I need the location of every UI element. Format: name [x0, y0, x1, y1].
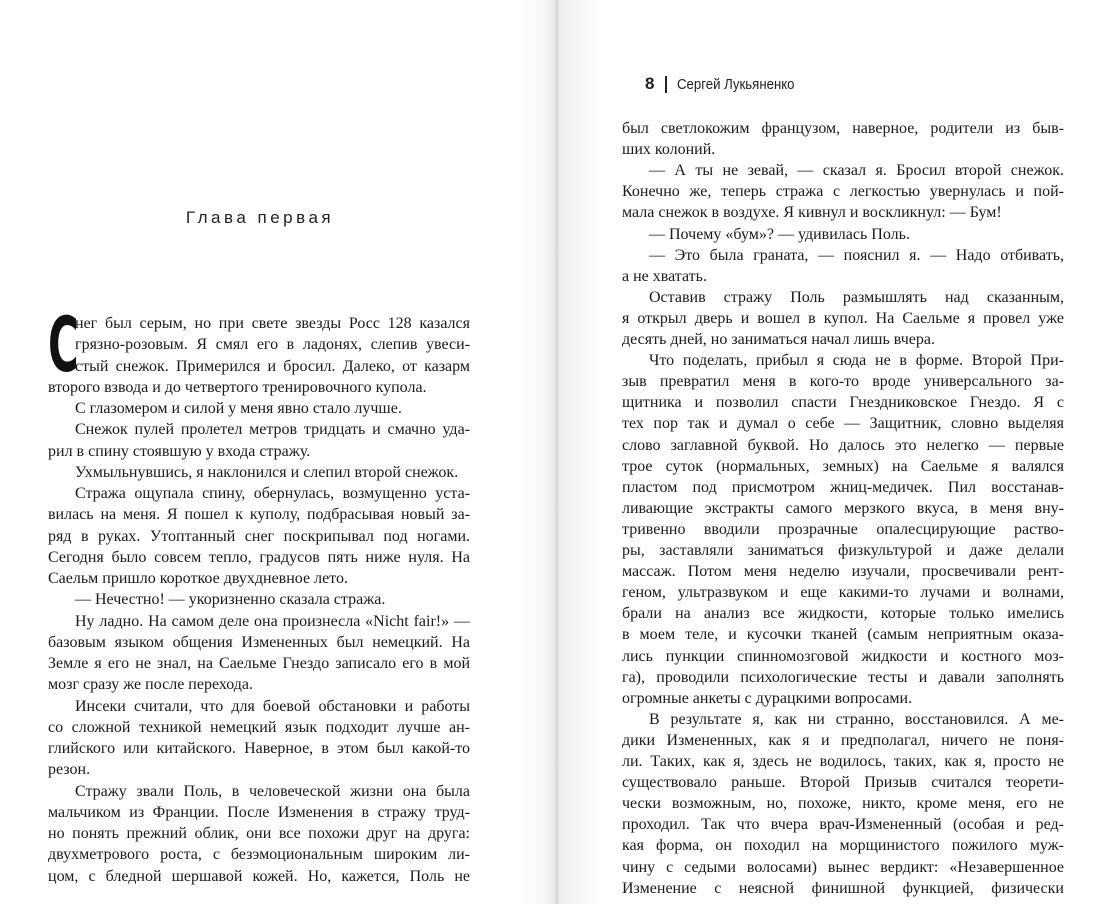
text-line: В результате я, как ни странно, восстановился. А ме-: [649, 710, 1064, 728]
left-page: [0, 0, 557, 904]
running-header: [645, 74, 811, 94]
text-line: мозг сразу же после перехода.: [48, 676, 254, 694]
text-line: массаж. Потом меня неделю изучали, просвечивали рент-: [622, 563, 1064, 581]
text-line: Стража ощупала спину, обернулась, возмущенно уста-: [75, 485, 470, 502]
header-divider: [665, 76, 667, 93]
text-line: га), проводили психологические тесты и давали заполнять: [622, 668, 1064, 686]
text-line: но понять прежний облик, они все похожи друг на друга:: [48, 825, 470, 842]
text-line: ливающие экстракты самого мерзкого вкуса, в меня вну-: [622, 499, 1064, 517]
right-page: [557, 0, 1119, 904]
text-line: Оставив стражу Поль размышлять над сказанным,: [649, 288, 1064, 306]
text-line: Что поделать, прибыл я сюда не в форме. Второй При-: [649, 352, 1064, 370]
page-number: 8: [645, 74, 655, 93]
text-line: кая форма, он походил на морщинистого пожилого муж-: [622, 837, 1064, 855]
text-line: мальчиком из Франции. После Изменения в стражу труд-: [48, 803, 470, 821]
text-line: стый снежок. Примерился и бросил. Далеко, от казарм: [75, 357, 470, 375]
header-author: Сергей Лукьяненко: [677, 75, 795, 93]
text-line: щитника и позволил спасти Гнездниковское Гнездо. Я с: [622, 394, 1064, 412]
text-line: огромные анкеты с дурацкими вопросами.: [622, 689, 913, 707]
text-line: проходил. Так что вчера врач-Измененный (особая и ред-: [622, 816, 1064, 834]
text-line: мала снежок в воздухе. Я кивнул и воскликнул: — Бум!: [622, 204, 1002, 222]
text-line: десять дней, но заниматься начал лишь вчера.: [622, 331, 935, 348]
text-line: со сложной техникой немецкий язык подходит лучше ан-: [48, 718, 470, 736]
text-line: двухметрового роста, с безэмоциональным широким ли-: [48, 846, 470, 864]
text-line: — Нечестно! — укоризненно сказала стража.: [75, 591, 386, 609]
text-line: Ну ладно. На самом деле она произнесла «Nicht fair!» —: [75, 612, 470, 630]
text-line: — Это была граната, — пояснил я. — Надо отбивать,: [649, 246, 1064, 264]
text-line: пластом под присмотром жниц-медичек. Пил восстанав-: [622, 478, 1064, 496]
text-line: Ухмыльнувшись, я наклонился и слепил второй снежок.: [75, 463, 459, 481]
text-line: Конечно же, теперь стража с легкостью увернулась и пой-: [622, 183, 1064, 201]
text-line: зыв превратил меня в кого-то вроде универсального за-: [622, 373, 1064, 391]
text-line: брали на анализ все жидкости, которые только имелись: [622, 605, 1064, 623]
text-line: Инсеки считали, что для боевой обстановки и работы: [75, 697, 470, 715]
text-line: второго взвода и до четвертого тренировочного купола.: [48, 378, 427, 396]
text-line: нег был серым, но при свете звезды Росс 128 казался: [75, 315, 470, 332]
text-line: рил в спину стоявшую у входа стражу.: [48, 442, 311, 460]
text-line: тех пор так и думал о себе — Защитник, словно выделяя: [622, 415, 1064, 433]
text-line: трое суток (нормальных, земных) на Саельме я валялся: [622, 457, 1064, 475]
text-line: чески возможным, но, похоже, никто, кроме меня, его не: [622, 795, 1064, 813]
text-line: резон.: [48, 761, 91, 779]
text-line: вилась на меня. Я пошел к куполу, подбрасывая новый за-: [48, 506, 470, 524]
drop-cap: С: [48, 300, 79, 389]
text-line: цом, с бледной шершавой кожей. Но, кажется, Поль не: [48, 867, 470, 885]
text-line: был светлокожим французом, наверное, родители из быв-: [622, 120, 1064, 137]
text-line: слово заглавной буквой. Но далось это нелегко — первые: [622, 436, 1064, 454]
text-line: геном, ультразвуком и еще какими-то лучами и волнами,: [622, 584, 1064, 602]
text-line: ли. Таких, как я, здесь не водилось, таких, как я, просто не: [622, 753, 1064, 770]
text-line: а не хватать.: [622, 267, 707, 285]
text-line: глийского или китайского. Наверное, в этом был какой-то: [48, 740, 470, 757]
text-line: чину с седыми волосами) вынес вердикт: «Незавершенное: [622, 858, 1064, 876]
text-line: грязно-розовым. Я смял его в ладонях, слепив увеси-: [75, 336, 470, 354]
text-line: ры, заставляли заниматься физкультурой и даже делали: [622, 542, 1064, 559]
text-line: Земле я его не знал, на Саельме Гнездо записало его в мой: [48, 655, 470, 672]
text-line: С глазомером и силой у меня явно стало лучше.: [75, 400, 402, 417]
text-line: в моем теле, и кусочки тканей (самым неприятным оказа-: [622, 626, 1064, 644]
text-line: ших колоний.: [622, 141, 716, 159]
text-line: базовым языком общения Измененных был немецкий. На: [48, 633, 470, 651]
text-line: Стражу звали Поль, в человеческой жизни она была: [75, 782, 470, 800]
text-line: ряд в руках. Утоптанный снег поскрипывал под ногами.: [48, 527, 470, 545]
text-line: — А ты не зевай, — сказал я. Бросил второй снежок.: [649, 162, 1064, 180]
text-line: существовало раньше. Второй Призыв считался теорети-: [622, 774, 1064, 792]
text-line: дики Измененных, как я и предполагал, ничего не поня-: [622, 731, 1064, 749]
text-line: Изменение с неясной финишной функцией, физически: [622, 879, 1064, 897]
text-line: — Почему «бум»? — удивилась Поль.: [649, 225, 910, 243]
text-line: Саельм пришло короткое двухдневное лето.: [48, 570, 348, 587]
chapter-title: Глава первая: [185, 208, 335, 227]
text-line: тривенно вводили прозрачные опалесцирующие раство-: [622, 520, 1064, 538]
text-line: лись пункции спинномозговой жидкости и костного моз-: [622, 647, 1064, 665]
text-line: Сегодня было совсем тепло, градусов пять ниже нуля. На: [48, 548, 470, 566]
text-line: я открыл дверь и вошел в купол. На Саельме я провел уже: [622, 309, 1064, 327]
text-line: Снежок пулей пролетел метров тридцать и смачно уда-: [75, 421, 470, 439]
